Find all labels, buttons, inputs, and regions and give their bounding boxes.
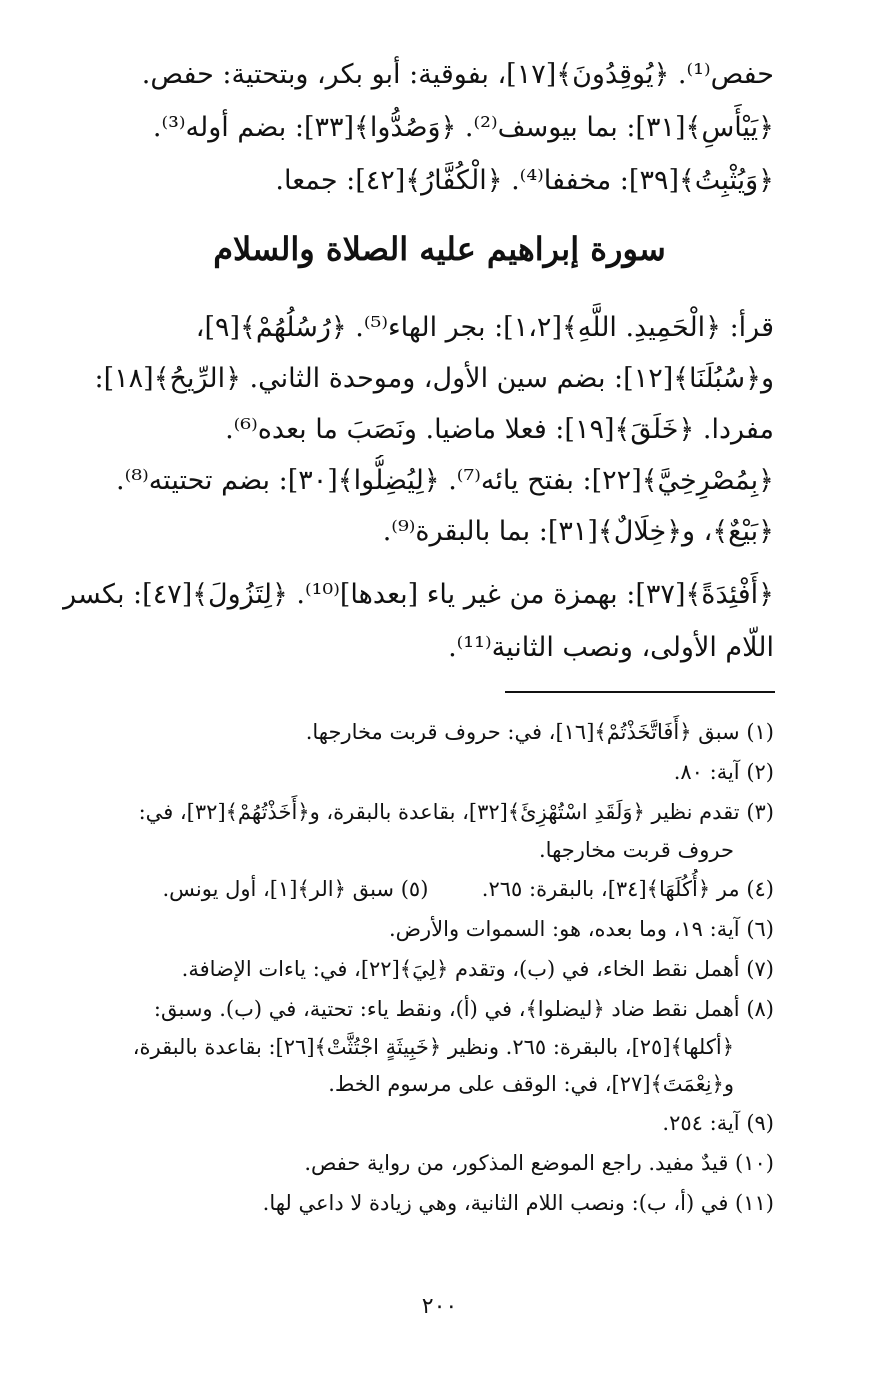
footnotes	[60, 712, 774, 1223]
footnote-line: (٩) آية: ٢٥٤.	[662, 1111, 774, 1135]
text-line: حفص⁽¹⁾. ﴿يُوقِدُونَ﴾[١٧]، بفوقية: أبو بكر، وبتحتية: حفص.	[141, 59, 774, 90]
text-line: ﴿بَيْعٌ﴾، و﴿خِلَالٌ﴾[٣١]: بما بالبقرة⁽⁹⁾.	[382, 516, 774, 547]
footnote-line: (٦) آية: ١٩، وما بعده، هو: السموات والأرض.	[388, 917, 774, 941]
text-line: ﴿وَيُثْبِتُ﴾[٣٩]: مخففا⁽⁴⁾. ﴿الْكُفَّارُ﴾[٤٢]: جمعا.	[275, 165, 774, 196]
text-line: و﴿سُبُلَنَا﴾[١٢]: بضم سين الأول، وموحدة الثاني. ﴿الرِّيحُ﴾[١٨]:	[94, 363, 774, 394]
main-paragraph	[60, 302, 774, 557]
footnote-line: (٢) آية: ٨٠.	[673, 760, 774, 784]
text-line: مفردا. ﴿خَلَقَ﴾[١٩]: فعلا ماضيا. ونَصَبَ ما بعده⁽⁶⁾.	[225, 414, 774, 445]
footnote-line: (١١) في (أ، ب): ونصب اللام الثانية، وهي زيادة لا داعي لها.	[262, 1191, 774, 1215]
footnote-continuation: و﴿نِعْمَتَ﴾[٢٧]، في: الوقف على مرسوم الخط.	[328, 1072, 734, 1096]
text-line: ﴿بِمُصْرِخِيَّ﴾[٢٢]: بفتح يائه⁽⁷⁾. ﴿لِيُضِلُّوا﴾[٣٠]: بضم تحتيته⁽⁸⁾.	[116, 465, 774, 496]
second-paragraph	[60, 568, 774, 674]
footnote-line: (١) سبق ﴿أَفَاتَّخَذْتُمْ﴾[١٦]، في: حروف قربت مخارجها.	[305, 720, 774, 744]
footnote-continuation: حروف قربت مخارجها.	[539, 838, 734, 862]
text-line: ﴿أَفْئِدَةً﴾[٣٧]: بهمزة من غير ياء [بعدها]⁽¹⁰⁾. ﴿لِتَزُولَ﴾[٤٧]: بكسر	[63, 579, 774, 610]
footnote-line: (٨) أهمل نقط ضاد ﴿ليضلوا﴾، في (أ)، ونقط ياء: تحتية، في (ب). وسبق:	[153, 997, 774, 1021]
surah-title: سورة إبراهيم عليه الصلاة والسلام	[213, 230, 666, 268]
footnote-line: (٤) مر ﴿أُكُلَهَا﴾[٣٤]، بالبقرة: ٢٦٥. (٥) سبق ﴿الر﴾[١]، أول يونس.	[162, 877, 774, 901]
footnote-line: (٧) أهمل نقط الخاء، في (ب)، وتقدم ﴿لِيَ﴾[٢٢]، في: ياءات الإضافة.	[181, 957, 774, 981]
footnote-line: (٣) تقدم نظير ﴿وَلَقَدِ اسْتُهْزِئَ﴾[٣٢]، بقاعدة بالبقرة، و﴿أَخَذْتُهُمْ﴾[٣٢]، في:	[138, 800, 774, 824]
footnote-line: (١٠) قيدٌ مفيد. راجع الموضع المذكور، من رواية حفص.	[304, 1151, 774, 1175]
footnote-divider	[505, 691, 775, 693]
footnote-continuation: ﴿أكلها﴾[٢٥]، بالبقرة: ٢٦٥. ونظير ﴿خَبِيثَةٍ اجْتُثَّتْ﴾[٢٦]: بقاعدة بالبقرة،	[132, 1035, 734, 1059]
top-paragraph	[60, 48, 774, 207]
text-line: اللّام الأولى، ونصب الثانية⁽¹¹⁾.	[448, 632, 774, 663]
text-line: ﴿يَيْأَسِ﴾[٣١]: بما بيوسف⁽²⁾. ﴿وَصُدُّوا﴾[٣٣]: بضم أوله⁽³⁾.	[152, 112, 774, 143]
page-number: ٢٠٠	[421, 1294, 458, 1319]
text-line: قرأ: ﴿الْحَمِيدِ. اللَّهِ﴾[١،٢]: بجر الهاء⁽⁵⁾. ﴿رُسُلُهُمْ﴾[٩]،	[195, 312, 774, 343]
